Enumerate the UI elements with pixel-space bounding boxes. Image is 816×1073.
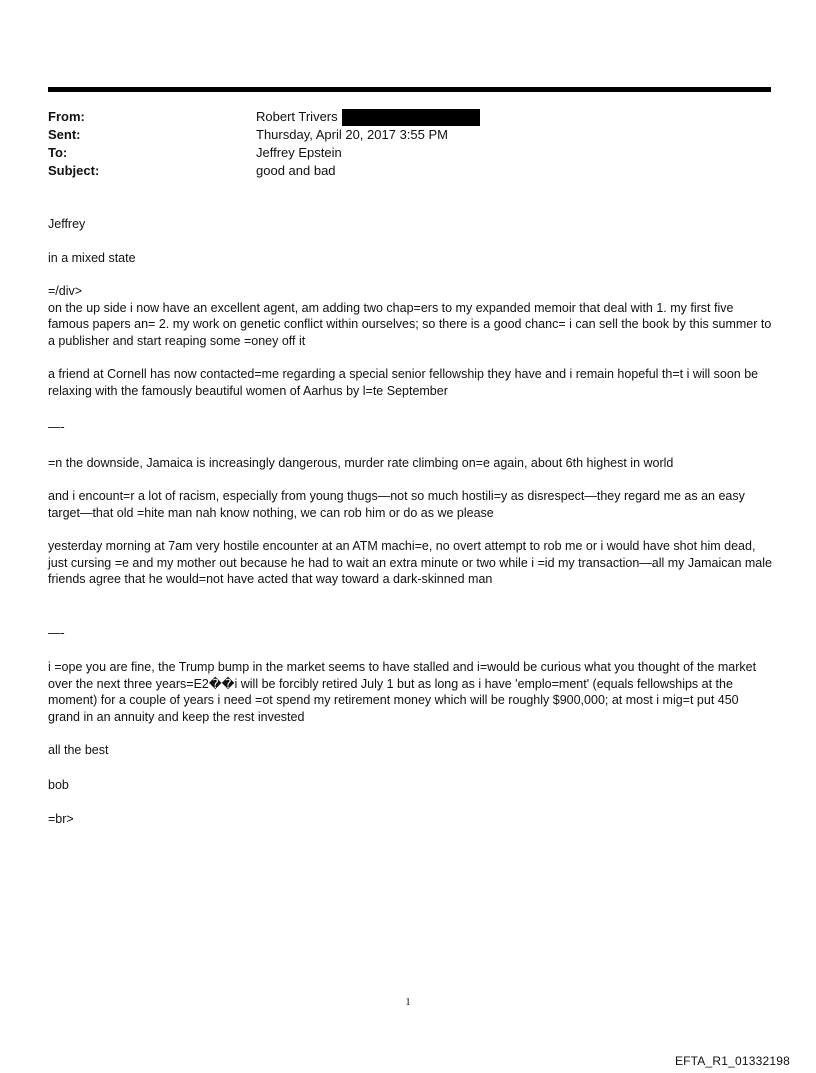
body-paragraph-1: in a mixed state xyxy=(48,250,136,265)
from-value-wrap xyxy=(256,108,480,126)
page-number: 1 xyxy=(405,996,411,1008)
from-value: Robert Trivers xyxy=(256,109,338,124)
body-paragraph-6: and i encount=r a lot of racism, especially from young thugs—not so much hostili=y as disrespect—they regard me as an easy target—that old =hite man nah know nothing, we can rob him or do as we please xyxy=(48,489,745,520)
from-row xyxy=(48,108,771,126)
greeting: Jeffrey xyxy=(48,217,86,231)
body-paragraph-4: a friend at Cornell has now contacted=me regarding a special senior fellowship they have and i remain hopeful th=t i will soon be relaxing with the famously beautiful women of Aarhus by l=te September xyxy=(48,367,759,398)
redaction-box xyxy=(342,109,480,126)
separator-1: —- xyxy=(48,420,65,434)
body-paragraph-3: on the up side i now have an excellent agent, am adding two chap=ers to my expanded memoir that deal with 1. my first five famous papers an= 2. my work on genetic conflict within ourselves; so there is a good chanc= i can sell the book by this summer to a publisher and start reaping some =oney off it xyxy=(48,300,772,348)
email-body xyxy=(48,216,772,828)
separator-2: —- xyxy=(48,625,65,640)
closing: all the best xyxy=(48,743,109,757)
body-paragraph-2: =/div> xyxy=(48,284,83,298)
to-row xyxy=(48,144,771,162)
sent-row xyxy=(48,126,771,144)
subject-row xyxy=(48,162,771,180)
document-id: EFTA_R1_01332198 xyxy=(674,1054,790,1068)
body-paragraph-5: =n the downside, Jamaica is increasingly dangerous, murder rate climbing on=e again, about 6th highest in world xyxy=(48,455,674,470)
signature: bob xyxy=(48,777,69,792)
email-header xyxy=(48,108,771,180)
subject-value: good and bad xyxy=(256,163,336,178)
to-value: Jeffrey Epstein xyxy=(256,145,342,160)
body-paragraph-8: i =ope you are fine, the Trump bump in the market seems to have stalled and i=would be curious what you thought of the market over the next three years=E2��i will be forcibly retired July 1 but as long as i have 'emplo=ment' (equals fellowships at the moment) for a couple of years i need =ot spend my retirement money which will be roughly $900,000; at most i mig=t put 450 grand in an annuity and keep the rest invested xyxy=(48,660,757,724)
to-label: To: xyxy=(48,145,68,160)
sent-label: Sent: xyxy=(48,127,81,142)
subject-label: Subject: xyxy=(48,163,100,178)
sent-value: Thursday, April 20, 2017 3:55 PM xyxy=(256,127,448,142)
from-label: From: xyxy=(48,109,85,124)
trailer: =br> xyxy=(48,812,74,826)
header-rule xyxy=(48,87,771,92)
body-paragraph-7: yesterday morning at 7am very hostile encounter at an ATM machi=e, no overt attempt to rob me or i would have shot him dead, just cursing =e and my mother out because he had to wait an extra minute or two while i =id my transaction—all my Jamaican male friends agree that he would=not have acted that way toward a dark-skinned man xyxy=(48,539,772,586)
